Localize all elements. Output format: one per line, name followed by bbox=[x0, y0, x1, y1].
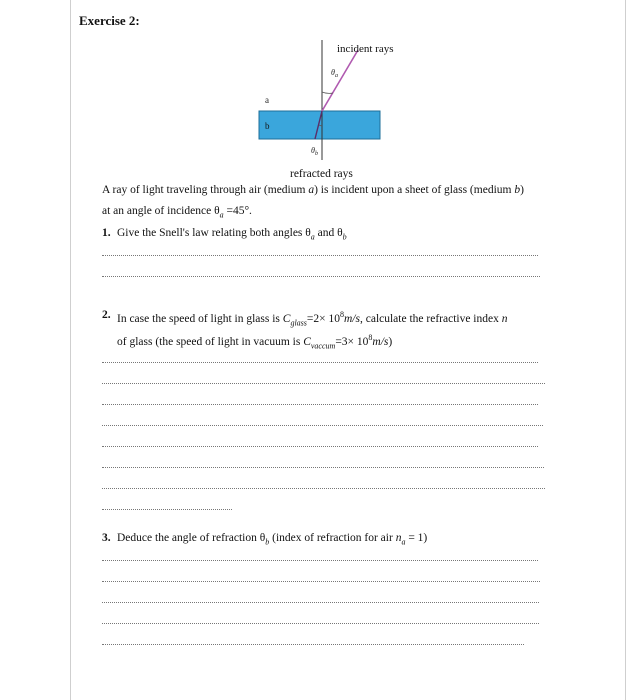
medium-a-label: a bbox=[265, 95, 269, 105]
answer-line[interactable] bbox=[102, 276, 540, 277]
answer-line[interactable] bbox=[102, 623, 539, 624]
q2-number: 2. bbox=[102, 309, 111, 321]
theta-b-label: $\theta_b$ bbox=[311, 146, 318, 157]
answer-line[interactable] bbox=[102, 446, 538, 447]
answer-line[interactable] bbox=[102, 383, 545, 384]
intro-line-1: A ray of light traveling through air (medium a) is incident upon a sheet of glass (medium b) bbox=[102, 184, 524, 196]
q2-line-2: of glass (the speed of light in vacuum is $C_{vaccum}=3\times 10^8m/s$) bbox=[117, 333, 393, 351]
answer-line[interactable] bbox=[102, 560, 538, 561]
refracted-label: refracted rays bbox=[290, 168, 353, 180]
q2-line-1: In case the speed of light in glass is $C_{glass}=2\times 10^8m/s$, calculate the refractive index n bbox=[117, 310, 508, 328]
answer-line[interactable] bbox=[102, 644, 524, 645]
q1-text: Give the Snell's law relating both angles $\theta_a$ and $\theta_b$ bbox=[117, 227, 347, 242]
incident-ray bbox=[322, 50, 358, 111]
medium-b-label: b bbox=[265, 121, 270, 131]
answer-line[interactable] bbox=[102, 581, 540, 582]
answer-line[interactable] bbox=[102, 488, 545, 489]
answer-line[interactable] bbox=[102, 362, 538, 363]
exercise-title: Exercise 2: bbox=[79, 13, 140, 28]
theta-a-arc bbox=[322, 92, 333, 93]
q3-text: Deduce the angle of refraction $\theta_b$ (index of refraction for air $n_a = 1$) bbox=[117, 532, 428, 547]
q1-number: 1. bbox=[102, 227, 111, 239]
answer-line[interactable] bbox=[102, 467, 544, 468]
q3-number: 3. bbox=[102, 532, 111, 544]
refraction-diagram bbox=[0, 0, 627, 185]
theta-a-label: $\theta_a$ bbox=[331, 68, 338, 79]
incident-label: incident rays bbox=[337, 43, 394, 55]
intro-line-2: at an angle of incidence $\theta_a =45^\circ$. bbox=[102, 205, 252, 220]
answer-line[interactable] bbox=[102, 425, 543, 426]
answer-line[interactable] bbox=[102, 255, 538, 256]
answer-line[interactable] bbox=[102, 602, 539, 603]
answer-line[interactable] bbox=[102, 404, 538, 405]
answer-line[interactable] bbox=[102, 509, 232, 510]
